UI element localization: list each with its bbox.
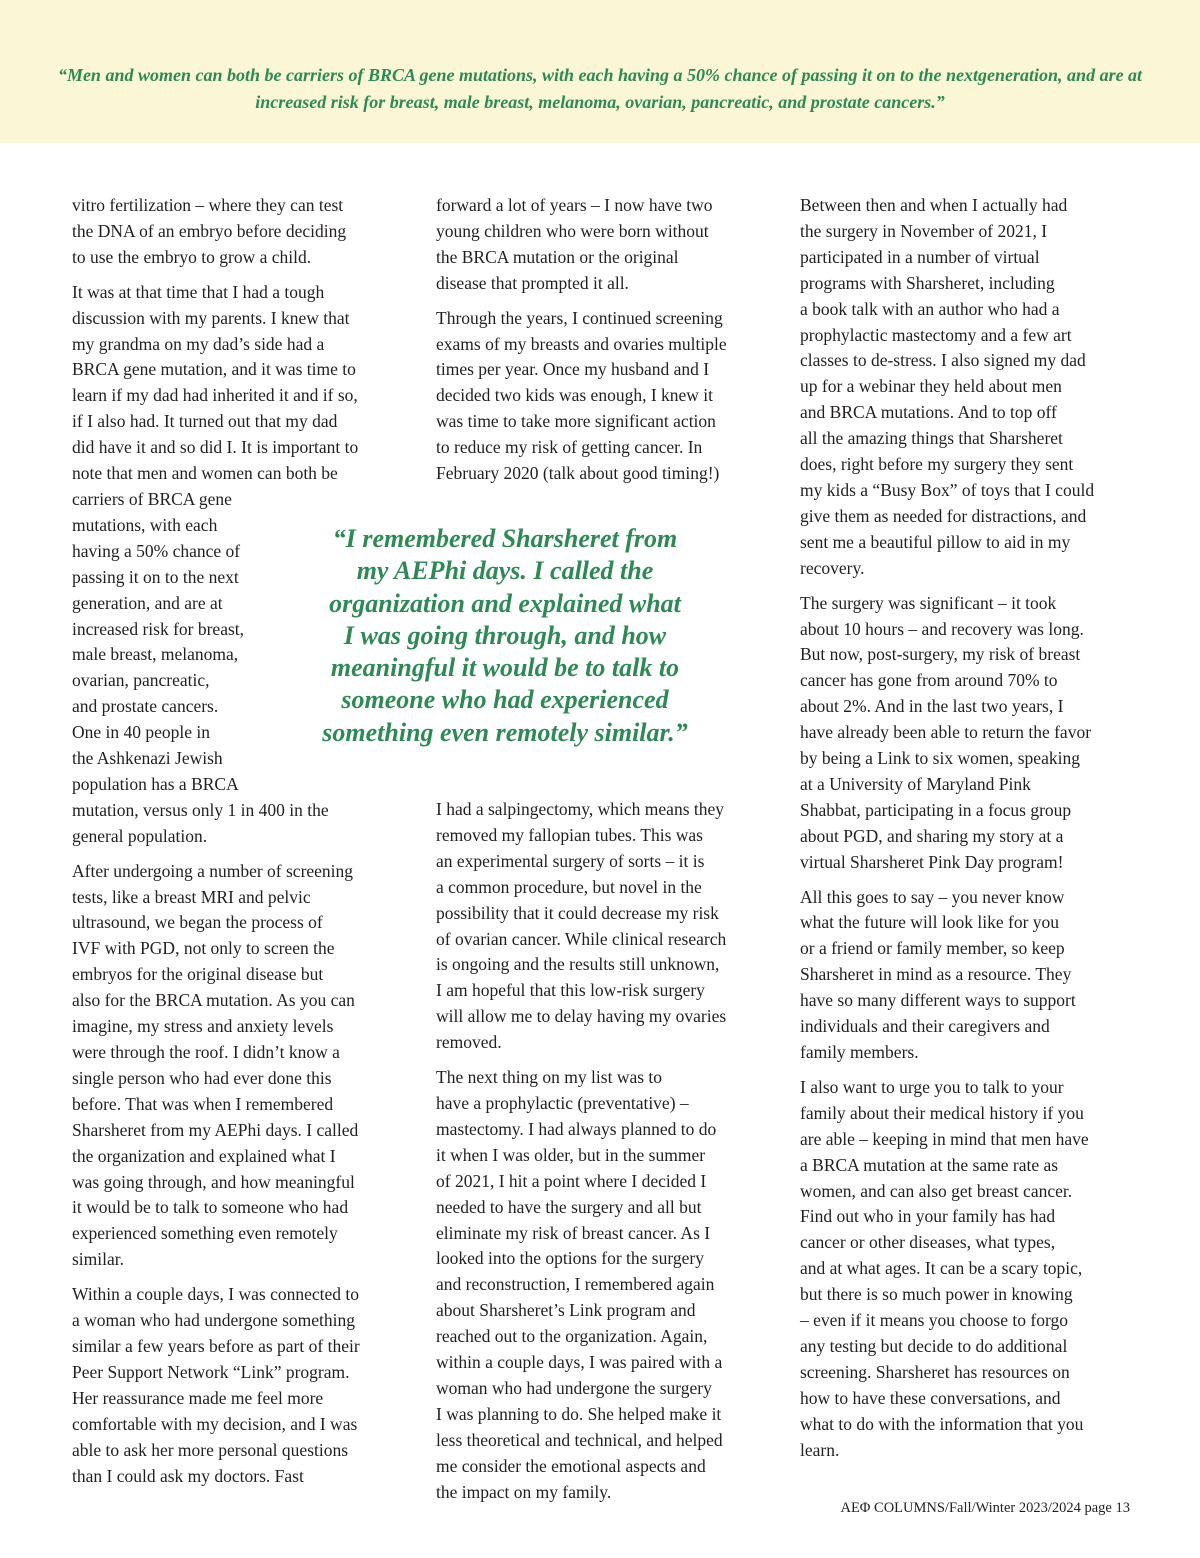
text-line: my grandma on my dad’s side had a: [72, 333, 325, 354]
paragraph: [800, 591, 1140, 876]
text-line: carriers of BRCA gene: [72, 488, 232, 509]
text-line: are able – keeping in mind that men have: [800, 1128, 1089, 1149]
text-line: disease that prompted it all.: [436, 272, 629, 293]
text-line: times per year. Once my husband and I: [436, 359, 710, 380]
text-line: within a couple days, I was paired with a: [436, 1352, 723, 1373]
text-line: eliminate my risk of breast cancer. As I: [436, 1222, 711, 1243]
paragraph: [800, 885, 1140, 1066]
text-line: before. That was when I remembered: [72, 1093, 334, 1114]
text-line: reached out to the organization. Again,: [436, 1326, 708, 1347]
text-line: embryos for the original disease but: [72, 964, 324, 985]
text-line: participated in a number of virtual: [800, 246, 1040, 267]
text-line: learn.: [800, 1439, 840, 1460]
pull-quote-line: organization and explained what: [329, 588, 681, 618]
text-line: it when I was older, but in the summer: [436, 1144, 706, 1165]
text-line: IVF with PGD, not only to screen the: [72, 938, 335, 959]
article-column-2-bottom: [436, 797, 771, 1514]
text-line: all the amazing things that Sharsheret: [800, 428, 1063, 449]
header-quote-banner: [0, 0, 1200, 143]
text-line: increased risk for breast,: [72, 618, 245, 639]
text-line: mastectomy. I had always planned to do: [436, 1118, 717, 1139]
paragraph: [800, 1075, 1140, 1464]
text-line: similar.: [72, 1249, 125, 1270]
text-line: about Sharsheret’s Link program and: [436, 1300, 696, 1321]
text-line: tests, like a breast MRI and pelvic: [72, 886, 311, 907]
text-line: But now, post-surgery, my risk of breast: [800, 644, 1081, 665]
text-line: what to do with the information that you: [800, 1413, 1084, 1434]
text-line: a BRCA mutation at the same rate as: [800, 1154, 1059, 1175]
text-line: All this goes to say – you never know: [800, 886, 1065, 907]
text-line: passing it on to the next: [72, 566, 239, 587]
text-line: less theoretical and technical, and helped: [436, 1429, 723, 1450]
text-line: discussion with my parents. I knew that: [72, 307, 350, 328]
text-line: have a prophylactic (preventative) –: [436, 1092, 689, 1113]
text-line: was time to take more significant action: [436, 411, 716, 432]
text-line: Shabbat, participating in a focus group: [800, 799, 1072, 820]
paragraph: [72, 193, 407, 271]
text-line: population has a BRCA: [72, 773, 239, 794]
text-line: Between then and when I actually had: [800, 195, 1068, 215]
paragraph: [72, 859, 407, 1274]
text-line: by being a Link to six women, speaking: [800, 748, 1080, 769]
text-line: Find out who in your family has had: [800, 1206, 1056, 1227]
text-line: does, right before my surgery they sent: [800, 454, 1074, 475]
text-line: about 2%. And in the last two years, I: [800, 696, 1064, 717]
text-line: note that men and women can both be: [72, 463, 338, 484]
text-line: classes to de-stress. I also signed my dad: [800, 350, 1086, 371]
text-line: imagine, my stress and anxiety levels: [72, 1016, 334, 1037]
text-line: Peer Support Network “Link” program.: [72, 1361, 350, 1382]
paragraph: [436, 1065, 771, 1505]
text-line: sent me a beautiful pillow to aid in my: [800, 531, 1071, 552]
pull-quote-line: something even remotely similar.”: [322, 717, 688, 747]
text-line: the surgery in November of 2021, I: [800, 220, 1048, 241]
text-line: removed.: [436, 1032, 502, 1053]
text-line: women, and can also get breast cancer.: [800, 1180, 1073, 1201]
text-line: me consider the emotional aspects and: [436, 1455, 706, 1476]
text-line: family about their medical history if you: [800, 1102, 1084, 1123]
text-line: male breast, melanoma,: [72, 644, 239, 665]
text-line: – even if it means you choose to forgo: [800, 1310, 1068, 1331]
text-line: ultrasound, we began the process of: [72, 912, 323, 933]
pull-quote: [300, 523, 710, 749]
text-line: possibility that it could decrease my risk: [436, 902, 719, 923]
text-line: also for the BRCA mutation. As you can: [72, 990, 355, 1011]
article-column-2-top: [436, 193, 771, 496]
header-quote-line: “Men and women can both be carriers of BRCA gene mutations, with each having a 50% chance of passing it on to the next: [57, 65, 979, 85]
text-line: single person who had ever done this: [72, 1067, 332, 1088]
text-line: I am hopeful that this low-risk surgery: [436, 980, 705, 1001]
text-line: the organization and explained what I: [72, 1145, 336, 1166]
text-line: the DNA of an embryo before deciding: [72, 220, 347, 241]
pull-quote-line: meaningful it would be to talk to: [330, 653, 680, 683]
text-line: Sharsheret from my AEPhi days. I called: [72, 1119, 359, 1140]
pull-quote-line: I was going through, and how: [343, 620, 667, 650]
text-line: it would be to talk to someone who had: [72, 1197, 349, 1218]
text-line: The next thing on my list was to: [436, 1067, 663, 1088]
pull-quote-line: someone who had experienced: [341, 685, 669, 715]
pull-quote-line: my AEPhi days. I called the: [356, 556, 654, 586]
text-line: young children who were born without: [436, 220, 709, 241]
text-line: to use the embryo to grow a child.: [72, 246, 312, 267]
text-line: and at what ages. It can be a scary topic,: [800, 1258, 1083, 1279]
text-line: able to ask her more personal questions: [72, 1439, 349, 1460]
text-line: prophylactic mastectomy and a few art: [800, 324, 1072, 345]
article-column-1: [72, 193, 407, 1498]
text-line: did have it and so did I. It is important to: [72, 437, 359, 458]
text-line: but there is so much power in knowing: [800, 1284, 1073, 1305]
header-quote-line: generation, and are at increased risk for breast, male breast, melanoma, ovarian, pancreatic, and prostate cancers.”: [255, 65, 1143, 112]
text-line: I was planning to do. She helped make it: [436, 1403, 722, 1424]
paragraph: [436, 193, 771, 297]
text-line: screening. Sharsheret has resources on: [800, 1361, 1070, 1382]
text-line: mutations, with each: [72, 514, 218, 535]
text-line: the Ashkenazi Jewish: [72, 748, 223, 769]
text-line: a common procedure, but novel in the: [436, 876, 702, 897]
text-line: an experimental surgery of sorts – it is: [436, 850, 705, 871]
text-line: virtual Sharsheret Pink Day program!: [800, 851, 1064, 872]
page-footer: ΑΕΦ COLUMNS/Fall/Winter 2023/2024 page 13: [840, 1500, 1130, 1516]
text-line: I had a salpingectomy, which means they: [436, 799, 725, 819]
text-line: at a University of Maryland Pink: [800, 773, 1031, 794]
text-line: The surgery was significant – it took: [800, 592, 1057, 613]
text-line: removed my fallopian tubes. This was: [436, 824, 703, 845]
text-line: needed to have the surgery and all but: [436, 1196, 702, 1217]
text-line: comfortable with my decision, and I was: [72, 1413, 358, 1434]
text-line: cancer has gone from around 70% to: [800, 670, 1058, 691]
text-line: of 2021, I hit a point where I decided I: [436, 1170, 707, 1191]
text-line: about 10 hours – and recovery was long.: [800, 618, 1084, 639]
text-line: the impact on my family.: [436, 1481, 612, 1502]
text-line: Her reassurance made me feel more: [72, 1387, 324, 1408]
text-line: if I also had. It turned out that my dad: [72, 411, 338, 432]
header-pull-quote: [50, 62, 1150, 116]
text-line: mutation, versus only 1 in 400 in the: [72, 799, 329, 820]
text-line: or a friend or family member, so keep: [800, 938, 1065, 959]
text-line: experienced something even remotely: [72, 1223, 338, 1244]
pull-quote-line: “I remembered Sharsheret from: [332, 524, 678, 553]
text-line: than I could ask my doctors. Fast: [72, 1465, 304, 1486]
text-line: Within a couple days, I was connected to: [72, 1284, 359, 1305]
text-line: any testing but decide to do additional: [800, 1335, 1068, 1356]
text-line: and BRCA mutations. And to top off: [800, 402, 1057, 423]
text-line: One in 40 people in: [72, 722, 211, 743]
text-line: exams of my breasts and ovaries multiple: [436, 333, 727, 354]
text-line: learn if my dad had inherited it and if so,: [72, 385, 358, 406]
text-line: about PGD, and sharing my story at a: [800, 825, 1064, 846]
text-line: a woman who had undergone something: [72, 1310, 356, 1331]
text-line: a book talk with an author who had a: [800, 298, 1060, 319]
text-line: having a 50% chance of: [72, 540, 241, 561]
text-line: family members.: [800, 1042, 919, 1062]
text-line: and reconstruction, I remembered again: [436, 1274, 715, 1295]
text-line: ovarian, pancreatic,: [72, 670, 210, 691]
text-line: I also want to urge you to talk to your: [800, 1076, 1064, 1097]
text-line: my kids a “Busy Box” of toys that I could: [800, 479, 1095, 500]
text-line: give them as needed for distractions, and: [800, 505, 1087, 526]
text-line: looked into the options for the surgery: [436, 1248, 704, 1269]
text-line: After undergoing a number of screening: [72, 860, 354, 881]
paragraph: [436, 797, 771, 1056]
text-line: have already been able to return the favor: [800, 722, 1092, 743]
text-line: cancer or other diseases, what types,: [800, 1232, 1056, 1253]
text-line: was going through, and how meaningful: [72, 1171, 355, 1192]
text-line: general population.: [72, 825, 208, 846]
paragraph: [72, 1282, 407, 1489]
text-line: woman who had undergone the surgery: [436, 1377, 712, 1398]
text-line: the BRCA mutation or the original: [436, 246, 679, 267]
text-line: similar a few years before as part of their: [72, 1335, 360, 1356]
text-line: will allow me to delay having my ovaries: [436, 1006, 727, 1027]
article-column-3: [800, 193, 1140, 1473]
text-line: Through the years, I continued screening: [436, 307, 723, 328]
paragraph: [800, 193, 1140, 582]
paragraph: [436, 306, 771, 487]
text-line: is ongoing and the results still unknown,: [436, 954, 720, 975]
text-line: decided two kids was enough, I knew it: [436, 385, 714, 406]
text-line: It was at that time that I had a tough: [72, 281, 325, 302]
text-line: generation, and are at: [72, 592, 223, 613]
text-line: programs with Sharsheret, including: [800, 272, 1055, 293]
text-line: recovery.: [800, 557, 865, 578]
text-line: vitro fertilization – where they can test: [72, 195, 344, 215]
text-line: forward a lot of years – I now have two: [436, 195, 713, 215]
text-line: were through the roof. I didn’t know a: [72, 1042, 340, 1062]
text-line: of ovarian cancer. While clinical research: [436, 928, 727, 949]
text-line: and prostate cancers.: [72, 696, 219, 717]
text-line: BRCA gene mutation, and it was time to: [72, 359, 356, 380]
text-line: what the future will look like for you: [800, 912, 1060, 933]
text-line: up for a webinar they held about men: [800, 376, 1062, 397]
text-line: individuals and their caregivers and: [800, 1016, 1050, 1037]
text-line: Sharsheret in mind as a resource. They: [800, 964, 1072, 985]
text-line: have so many different ways to support: [800, 990, 1076, 1011]
text-line: February 2020 (talk about good timing!): [436, 463, 720, 484]
text-line: how to have these conversations, and: [800, 1387, 1061, 1408]
text-line: to reduce my risk of getting cancer. In: [436, 437, 703, 458]
